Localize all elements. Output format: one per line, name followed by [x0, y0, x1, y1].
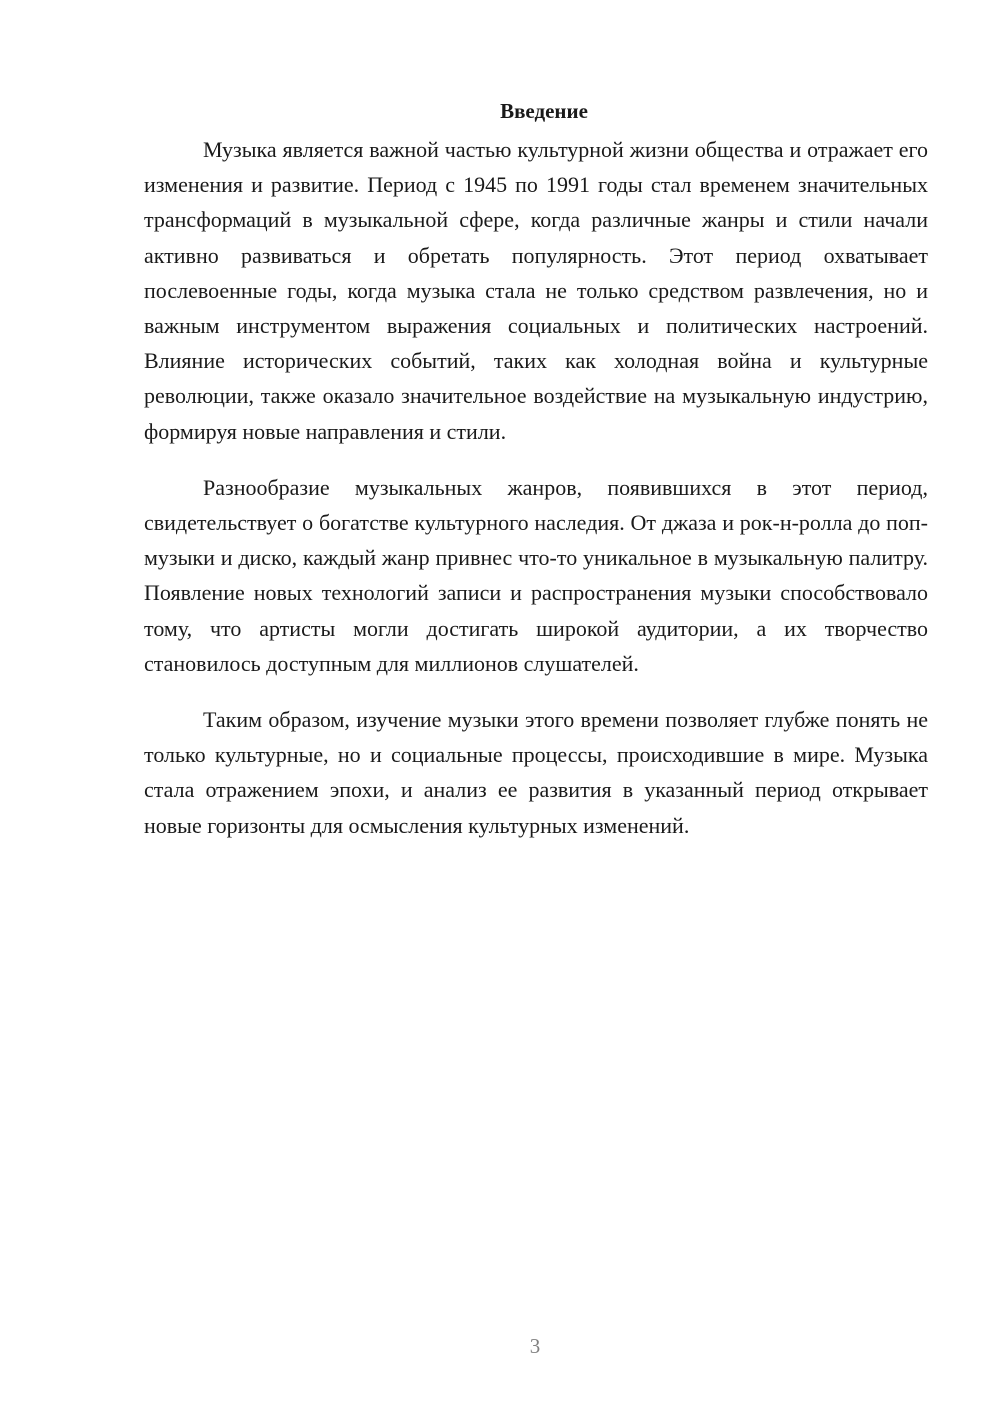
paragraph-1: Музыка является важной частью культурной жизни общества и отражает его изменения и развитие. Период с 1945 по 1991 годы стал временем значительных трансформаций в музыкальной сфере, когда различные жанры и стили начали активно развиваться и обретать популярность. Этот период охватывает послевоенные годы, когда музыка стала не только средством развлечения, но и важным инструментом выражения социальных и политических настроений. Влияние исторических событий, таких как холодная война и культурные революции, также оказало значительное воздействие на музыкальную индустрию, формируя новые направления и стили. — [144, 137, 928, 444]
paragraph-3: Таким образом, изучение музыки этого времени позволяет глубже понять не только культурные, но и социальные процессы, происходившие в мире. Музыка стала отражением эпохи, и анализ ее развития в указанный период открывает новые горизонты для осмысления культурных изменений. — [144, 707, 928, 838]
page-number: 3 — [529, 1334, 541, 1358]
page-content — [144, 96, 928, 864]
paragraph-2: Разнообразие музыкальных жанров, появившихся в этот период, свидетельствует о богатстве культурного наследия. От джаза и рок-н-ролла до поп-музыки и диско, каждый жанр привнес что-то уникальное в музыкальную палитру. Появление новых технологий записи и распространения музыки способствовало тому, что артисты могли достигать широкой аудитории, а их творчество становилось доступным для миллионов слушателей. — [144, 474, 928, 676]
section-title: Введение — [500, 99, 588, 123]
